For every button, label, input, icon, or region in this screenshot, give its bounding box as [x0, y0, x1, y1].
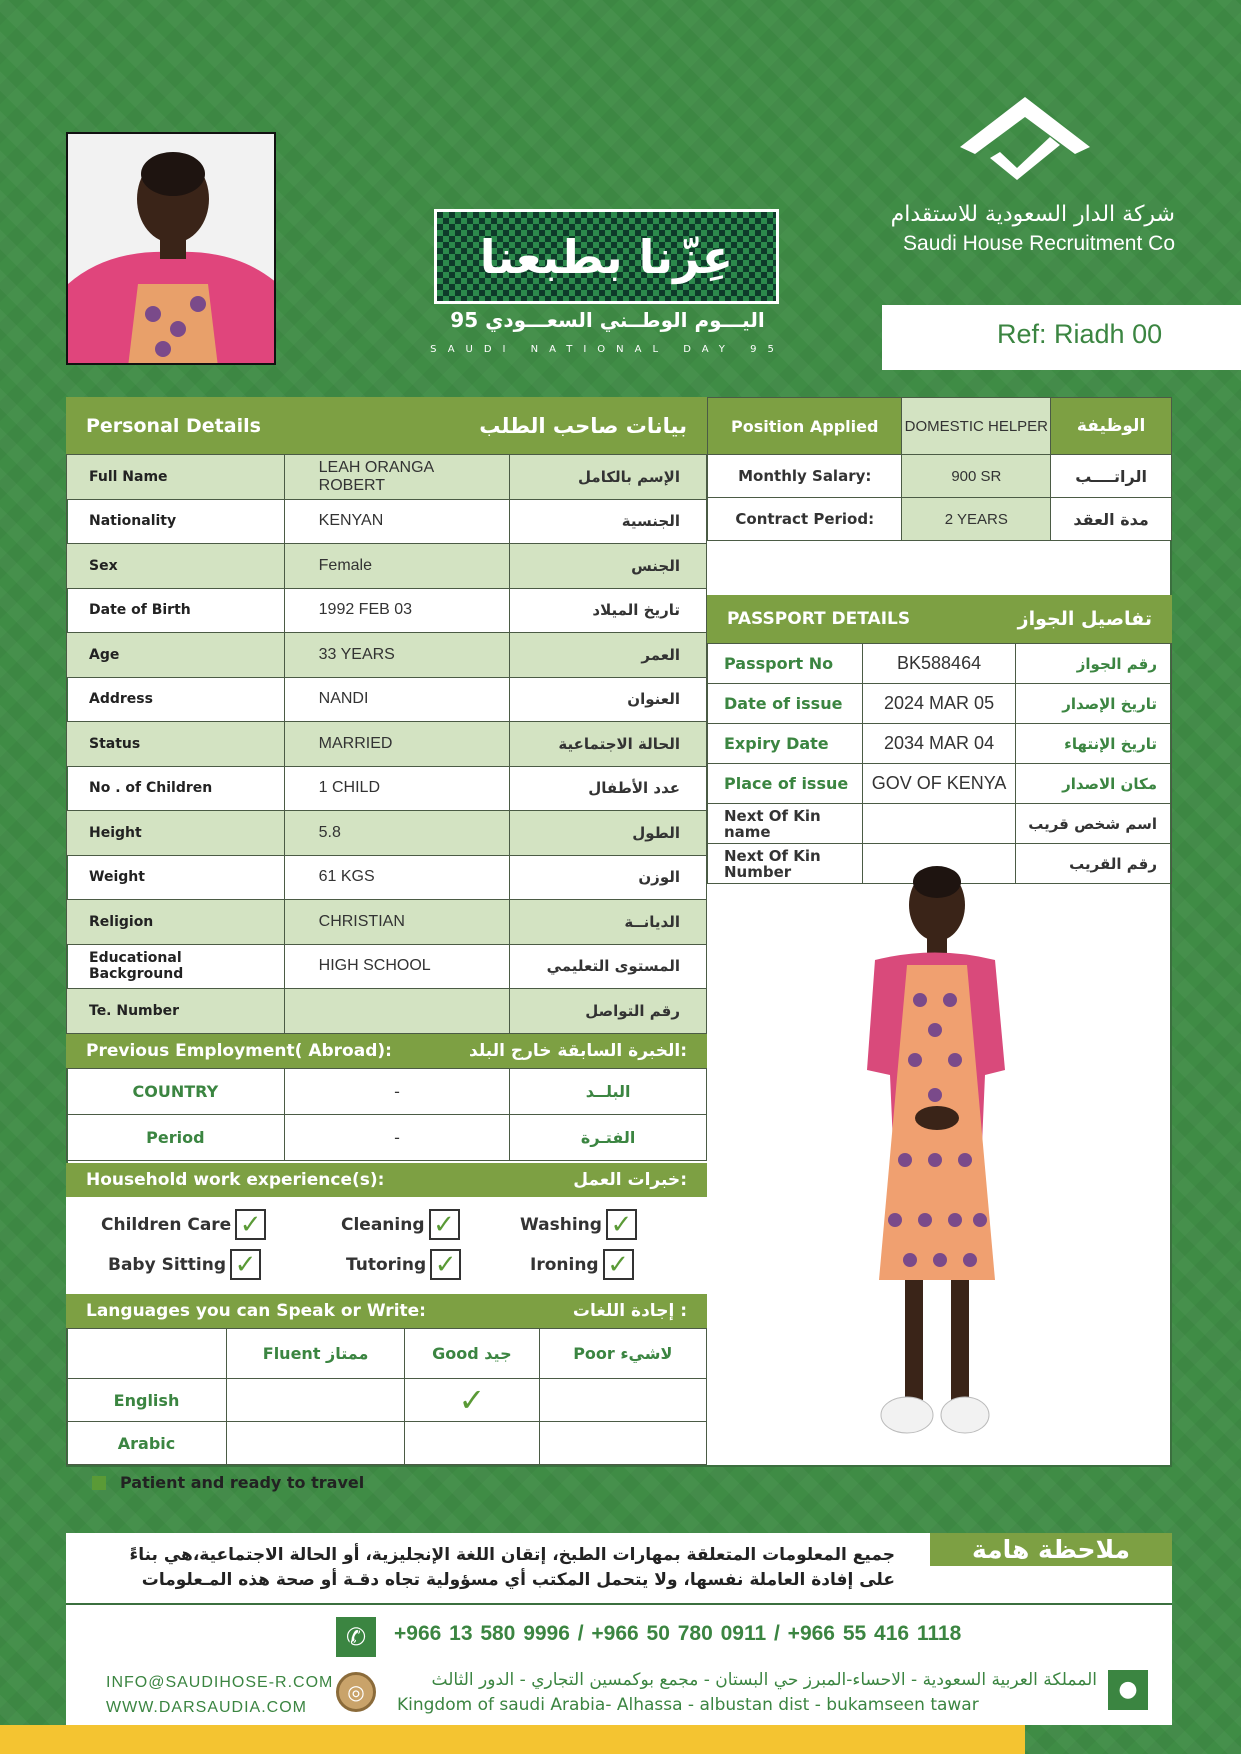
- passport-value: BK588464: [862, 644, 1016, 684]
- contract-value: 2 YEARS: [902, 498, 1051, 541]
- website-link[interactable]: WWW.DARSAUDIA.COM: [106, 1699, 307, 1716]
- personal-label-ar: الديانــة: [510, 900, 707, 945]
- personal-value: 5.8: [284, 811, 510, 856]
- position-table: [707, 397, 1172, 541]
- full-body-photo: [845, 860, 1025, 1460]
- personal-label-en: No . of Children: [67, 766, 285, 811]
- personal-label-ar: تاريخ الميلاد: [510, 588, 707, 633]
- skill-ironing: [530, 1249, 634, 1280]
- position-row: [708, 398, 1172, 455]
- company-name-arabic: شركة الدار السعودية للاستقدام: [890, 202, 1175, 227]
- contract-label-ar: مدة العقد: [1051, 498, 1172, 541]
- personal-label-en: Status: [67, 722, 285, 767]
- personal-label-en: Te. Number: [67, 989, 285, 1034]
- personal-label-en: Nationality: [67, 499, 285, 544]
- personal-row: [67, 855, 707, 900]
- personal-row: [67, 989, 707, 1034]
- previous-title-en: Previous Employment( Abroad):: [86, 1041, 392, 1061]
- passport-label-ar: تاريخ الإنتهاء: [1016, 724, 1172, 764]
- passport-value: 2034 MAR 04: [862, 724, 1016, 764]
- national-day-emblem: [434, 209, 779, 304]
- personal-row: [67, 900, 707, 945]
- personal-details-header: [66, 397, 707, 454]
- personal-label-en: Sex: [67, 544, 285, 589]
- country-label-ar: البلــد: [510, 1069, 707, 1115]
- personal-value: HIGH SCHOOL: [284, 944, 510, 989]
- skill-cleaning: [341, 1209, 460, 1240]
- previous-employment-table: [66, 1068, 707, 1161]
- language-name: Arabic: [67, 1422, 227, 1465]
- personal-label-en: Age: [67, 633, 285, 678]
- personal-label-ar: الحالة الاجتماعية: [510, 722, 707, 767]
- period-label-en: Period: [67, 1115, 285, 1161]
- personal-row: [67, 722, 707, 767]
- passport-label-en: Next Of Kin name: [708, 804, 863, 844]
- passport-value: GOV OF KENYA: [862, 764, 1016, 804]
- personal-label-ar: الجنسية: [510, 499, 707, 544]
- company-logo-icon: [955, 92, 1095, 182]
- personal-label-en: Weight: [67, 855, 285, 900]
- skill-label: Tutoring: [346, 1254, 427, 1275]
- personal-row: [67, 455, 707, 500]
- national-day-english: SAUDI NATIONAL DAY 95: [430, 344, 785, 355]
- household-title-ar: خبرات العمل:: [573, 1170, 687, 1190]
- arabic-fluent: [227, 1422, 405, 1465]
- passport-label-en: Place of issue: [708, 764, 863, 804]
- skill-children-care: [101, 1209, 266, 1240]
- passport-label-en: Expiry Date: [708, 724, 863, 764]
- country-value: -: [284, 1069, 510, 1115]
- personal-label-en: Date of Birth: [67, 588, 285, 633]
- personal-row: [67, 766, 707, 811]
- personal-value: 33 YEARS: [284, 633, 510, 678]
- previous-employment-header: [66, 1034, 707, 1068]
- personal-label-ar: العنوان: [510, 677, 707, 722]
- passport-row: [708, 764, 1172, 804]
- skill-label: Cleaning: [341, 1214, 425, 1235]
- personal-value: Female: [284, 544, 510, 589]
- languages-title-ar: إجادة اللغات :: [572, 1301, 687, 1321]
- period-row: [67, 1115, 707, 1161]
- position-label-ar: الوظيفة: [1051, 398, 1172, 455]
- passport-value: 2024 MAR 05: [862, 684, 1016, 724]
- email-link[interactable]: INFO@SAUDIHOSE-R.COM: [106, 1674, 334, 1691]
- passport-label-en: Next Of Kin Number: [708, 844, 863, 884]
- household-section: [66, 1163, 707, 1197]
- passport-label-ar: تاريخ الإصدار: [1016, 684, 1172, 724]
- address-block: [397, 1668, 1097, 1718]
- checkbox[interactable]: ✓: [235, 1209, 266, 1240]
- passport-row: [708, 644, 1172, 684]
- checkbox[interactable]: ✓: [430, 1249, 461, 1280]
- country-label-en: COUNTRY: [67, 1069, 285, 1115]
- national-day-arabic: اليـــوم الوطــني السعـــودي 95: [450, 308, 765, 332]
- address-english: Kingdom of saudi Arabia- Alhassa - albustan dist - bukamseen tawar: [397, 1695, 979, 1715]
- position-value: DOMESTIC HELPER: [902, 398, 1051, 455]
- personal-value: LEAH ORANGA ROBERT: [284, 455, 510, 500]
- checkbox[interactable]: ✓: [606, 1209, 637, 1240]
- skill-label: Baby Sitting: [108, 1254, 227, 1275]
- position-label-en: Position Applied: [708, 398, 902, 455]
- language-col-blank: [67, 1329, 227, 1379]
- english-good: ✓: [405, 1379, 539, 1422]
- language-name: English: [67, 1379, 227, 1422]
- personal-label-ar: العمر: [510, 633, 707, 678]
- personal-title-ar: بيانات صاحب الطلب: [479, 413, 687, 438]
- skill-label: Ironing: [530, 1254, 599, 1275]
- languages-section: [66, 1294, 707, 1465]
- important-note-text: [90, 1543, 895, 1593]
- skill-tutoring: [346, 1249, 461, 1280]
- passport-label-ar: اسم شخص قريب: [1016, 804, 1172, 844]
- globe-icon: ◎: [336, 1672, 376, 1712]
- passport-label-ar: رقم القريب: [1016, 844, 1172, 884]
- previous-employment-section: [66, 1034, 707, 1161]
- address-arabic: المملكة العربية السعودية - الاحساء-المبرز حي البستان - مجمع بوكمسين التجاري - الدور الثالث: [431, 1670, 1097, 1690]
- portrait-photo: [66, 132, 276, 365]
- household-header: [66, 1163, 707, 1197]
- position-section: [707, 397, 1172, 541]
- passport-title-ar: تفاصيل الجواز: [1017, 608, 1152, 630]
- passport-header: [707, 595, 1172, 643]
- emblem-text: عِزّنا بطبعنا: [479, 229, 734, 284]
- personal-value: 1 CHILD: [284, 766, 510, 811]
- personal-row: [67, 588, 707, 633]
- personal-value: NANDI: [284, 677, 510, 722]
- phone-icon: ✆: [336, 1617, 376, 1657]
- previous-title-ar: الخبرة السابقة خارج البلد:: [469, 1041, 687, 1061]
- important-line-2: على إفادة العاملة نفسها، ولا يتحمل المكتب أي مسؤولية تجاه دقـة أو صحة هذه المـعلومات: [141, 1570, 895, 1590]
- passport-value: [862, 804, 1016, 844]
- reference-number: Ref: Riadh 00: [882, 305, 1241, 370]
- personal-value: MARRIED: [284, 722, 510, 767]
- yellow-footer-bar: [0, 1725, 1025, 1754]
- personal-row: [67, 944, 707, 989]
- passport-section: [707, 595, 1172, 884]
- period-label-ar: الفتـرة: [510, 1115, 707, 1161]
- contact-links: [106, 1670, 333, 1720]
- personal-value: KENYAN: [284, 499, 510, 544]
- passport-label-en: Date of issue: [708, 684, 863, 724]
- location-pin-icon: ●: [1108, 1670, 1148, 1710]
- passport-row: [708, 684, 1172, 724]
- checkbox[interactable]: ✓: [230, 1249, 261, 1280]
- personal-value: CHRISTIAN: [284, 900, 510, 945]
- passport-label-ar: رقم الجواز: [1016, 644, 1172, 684]
- personal-label-en: Full Name: [67, 455, 285, 500]
- personal-value: 61 KGS: [284, 855, 510, 900]
- skill-washing: [520, 1209, 637, 1240]
- skill-baby-sitting: [108, 1249, 261, 1280]
- personal-label-ar: عدد الأطفال: [510, 766, 707, 811]
- household-checklist: [66, 1197, 707, 1294]
- personal-row: [67, 544, 707, 589]
- arabic-poor: [539, 1422, 706, 1465]
- languages-header-row: [67, 1329, 707, 1379]
- household-title-en: Household work experience(s):: [86, 1170, 385, 1190]
- passport-row: [708, 724, 1172, 764]
- personal-row: [67, 499, 707, 544]
- col-fluent: Fluent ممتاز: [227, 1329, 405, 1379]
- passport-label-en: Passport No: [708, 644, 863, 684]
- checkbox[interactable]: ✓: [603, 1249, 634, 1280]
- english-poor: [539, 1379, 706, 1422]
- bullet-square-icon: [92, 1476, 106, 1490]
- languages-header: [66, 1294, 707, 1328]
- english-fluent: [227, 1379, 405, 1422]
- personal-row: [67, 633, 707, 678]
- personal-title-en: Personal Details: [86, 414, 261, 437]
- salary-row: [708, 455, 1172, 498]
- contract-label-en: Contract Period:: [708, 498, 902, 541]
- note-text: Patient and ready to travel: [120, 1473, 365, 1492]
- languages-title-en: Languages you can Speak or Write:: [86, 1301, 426, 1321]
- phone-numbers[interactable]: +966 13 580 9996 / +966 50 780 0911 / +966 55 416 1118: [394, 1622, 962, 1645]
- personal-label-en: Religion: [67, 900, 285, 945]
- important-line-1: جميع المعلومات المتعلقة بمهارات الطبخ، إتقان اللغة الإنجليزية، أو الحالة الاجتماعية،هي بناءً: [129, 1545, 895, 1565]
- salary-label-en: Monthly Salary:: [708, 455, 902, 498]
- personal-label-ar: الإسم بالكامل: [510, 455, 707, 500]
- company-name-english: Saudi House Recruitment Co: [903, 232, 1175, 255]
- salary-value: 900 SR: [902, 455, 1051, 498]
- skill-label: Washing: [520, 1214, 602, 1235]
- personal-value: [284, 989, 510, 1034]
- personal-label-ar: الطول: [510, 811, 707, 856]
- passport-label-ar: مكان الاصدار: [1016, 764, 1172, 804]
- personal-label-en: Address: [67, 677, 285, 722]
- contract-row: [708, 498, 1172, 541]
- important-note-tag: ملاحظة هامة: [930, 1533, 1172, 1566]
- personal-details-table: [66, 454, 707, 1034]
- skill-label: Children Care: [101, 1214, 232, 1235]
- col-poor: Poor لاشيء: [539, 1329, 706, 1379]
- passport-table: [707, 643, 1172, 884]
- personal-label-ar: رقم التواصل: [510, 989, 707, 1034]
- passport-row: [708, 804, 1172, 844]
- col-good: Good جيد: [405, 1329, 539, 1379]
- checkbox[interactable]: ✓: [429, 1209, 460, 1240]
- note-row: [92, 1473, 364, 1492]
- personal-row: [67, 677, 707, 722]
- personal-label-en: Educational Background: [67, 944, 285, 989]
- period-value: -: [284, 1115, 510, 1161]
- personal-label-ar: الوزن: [510, 855, 707, 900]
- personal-label-en: Height: [67, 811, 285, 856]
- country-row: [67, 1069, 707, 1115]
- arabic-good: [405, 1422, 539, 1465]
- language-row-english: [67, 1379, 707, 1422]
- language-row-arabic: [67, 1422, 707, 1465]
- passport-title-en: PASSPORT DETAILS: [727, 609, 911, 629]
- personal-label-ar: الجنس: [510, 544, 707, 589]
- personal-value: 1992 FEB 03: [284, 588, 510, 633]
- personal-details-section: [66, 397, 707, 1034]
- personal-label-ar: المستوى التعليمي: [510, 944, 707, 989]
- salary-label-ar: الراتــــب: [1051, 455, 1172, 498]
- languages-table: [66, 1328, 707, 1465]
- personal-row: [67, 811, 707, 856]
